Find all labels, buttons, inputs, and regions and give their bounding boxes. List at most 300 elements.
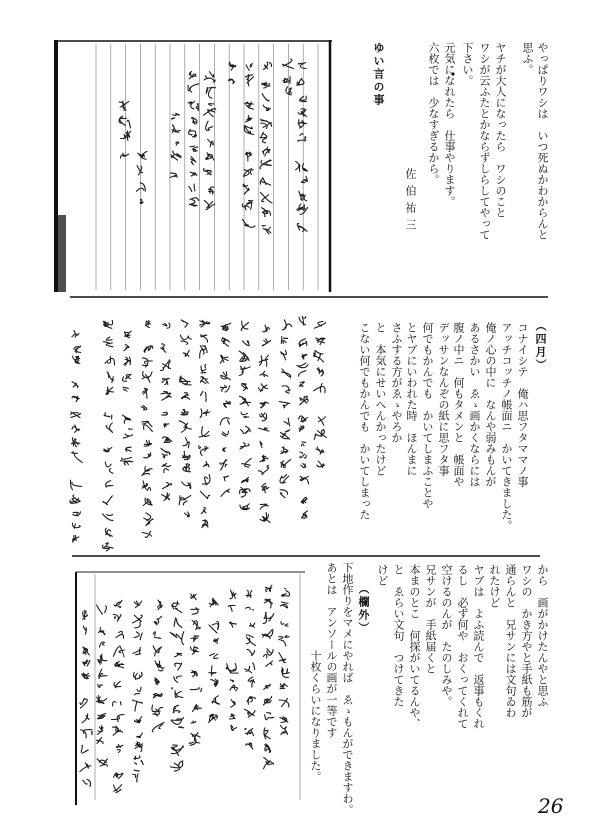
handwriting-stroke — [133, 770, 140, 782]
handwriting-stroke — [258, 465, 268, 474]
handwriting-stroke — [190, 688, 202, 692]
handwriting-stroke — [144, 346, 153, 352]
handwriting-stroke — [137, 183, 146, 191]
handwriting-stroke — [200, 491, 210, 498]
handwriting-stroke — [191, 646, 199, 654]
handwriting-stroke — [176, 142, 179, 145]
note-ruled-lines — [95, 574, 300, 800]
handwriting-stroke — [134, 632, 142, 640]
handwriting-stroke — [264, 62, 272, 69]
handwriting-stroke — [240, 396, 251, 406]
will-line: 六枚では 少なすぎるから。 — [427, 42, 440, 185]
handwriting-stroke — [264, 599, 272, 608]
letter-line: るし 必ず何や おくってくれて — [456, 564, 469, 729]
handwriting-stroke — [200, 377, 208, 384]
handwriting-stroke — [281, 447, 288, 454]
handwriting-stroke — [99, 628, 106, 635]
handwriting-stroke — [171, 761, 183, 771]
handwriting-stroke — [314, 322, 325, 329]
handwriting-stroke — [188, 101, 198, 111]
letter-line: から 画がかけたんやと思ふ — [536, 564, 549, 707]
handwriting-stroke — [73, 512, 81, 516]
handwriting-stroke — [282, 369, 291, 378]
handwriting-stroke — [119, 116, 130, 128]
handwriting-stroke — [116, 745, 123, 753]
handwriting-stroke — [183, 438, 189, 448]
will-line: やっぱりワシは いつ死ぬかわからんと — [536, 42, 549, 240]
handwriting-stroke — [153, 632, 160, 639]
handwriting-stroke — [114, 600, 122, 607]
handwriting-stroke — [144, 453, 151, 458]
handwriting-stroke — [162, 482, 171, 488]
handwriting-stroke — [242, 477, 249, 483]
handwriting-stroke — [185, 512, 190, 517]
handwriting-stroke — [298, 63, 305, 69]
handwriting-stroke — [230, 622, 237, 627]
handwriting-stroke — [116, 631, 124, 638]
handwriting-stroke — [283, 77, 290, 84]
handwriting-stroke — [97, 759, 107, 767]
handwriting-stroke — [281, 622, 288, 626]
handwriting-stroke — [203, 461, 209, 467]
handwriting-stroke — [164, 424, 169, 428]
handwriting-stroke — [158, 600, 163, 610]
handwriting-stroke — [262, 94, 269, 101]
handwriting-stroke — [281, 460, 291, 468]
handwriting-stroke — [192, 621, 200, 630]
handwriting-stroke — [120, 153, 128, 158]
handwriting-stroke — [250, 623, 255, 627]
handwriting-stroke — [202, 520, 208, 528]
handwriting-stroke — [263, 649, 273, 658]
handwriting-stroke — [100, 642, 105, 647]
handwriting-stroke — [260, 132, 267, 143]
handwriting-stroke — [231, 700, 235, 708]
handwriting-stroke — [296, 162, 308, 172]
handwriting-stroke — [201, 508, 206, 514]
handwriting-stroke — [82, 673, 90, 679]
handwriting-stroke — [190, 146, 198, 152]
handwriting-stroke — [220, 418, 229, 425]
handwriting-stroke — [204, 72, 215, 83]
handwriting-stroke — [114, 646, 125, 657]
handwriting-stroke — [264, 684, 271, 689]
handwriting-stroke — [240, 443, 249, 450]
handwriting-stroke — [301, 464, 306, 468]
handwriting-stroke — [259, 355, 268, 366]
letter-line: と ゑらい文句 つけてきた — [392, 564, 405, 707]
handwriting-stroke — [281, 588, 289, 596]
handwriting-stroke — [154, 616, 162, 625]
handwriting-stroke — [263, 612, 274, 623]
handwriting-stroke — [161, 449, 170, 459]
handwriting-stroke — [279, 402, 289, 408]
handwriting-stroke — [260, 504, 268, 509]
handwriting-stroke — [248, 677, 254, 687]
handwriting-stroke — [105, 528, 112, 536]
handwriting-stroke — [162, 412, 168, 415]
handwriting-stroke — [199, 446, 208, 456]
handwriting-stroke — [301, 497, 307, 503]
margin-note-line: 十枚くらいになりました。 — [309, 650, 322, 782]
margin-note-line: あとは アンソールの画が一等です — [325, 562, 338, 738]
handwriting-stroke — [170, 173, 177, 177]
handwriting-stroke — [280, 602, 288, 608]
handwriting-stroke — [262, 339, 270, 346]
will-heading: ゆい言の事 — [372, 42, 385, 107]
letter-line: けど — [376, 564, 389, 586]
handwriting-stroke — [299, 339, 307, 347]
handwriting-stroke — [280, 490, 287, 498]
handwriting-stroke — [260, 413, 267, 421]
handwriting-stroke — [263, 325, 270, 332]
handwriting-stroke — [230, 590, 236, 599]
margin-note-label: （欄外） — [357, 583, 370, 635]
handwriting-stroke — [239, 351, 249, 361]
handwriting-stroke — [103, 543, 114, 551]
letter-line: 兄サンが 手紙届くと — [424, 564, 437, 674]
handwriting-stroke — [281, 430, 290, 440]
handwriting-stroke — [171, 717, 184, 727]
will-line: 元気になれたら 仕事やります。 — [443, 42, 456, 207]
handwriting-stroke — [204, 201, 215, 210]
handwriting-stroke — [246, 607, 254, 610]
april-line: デッサンなんぞの紙に思フタ事 — [437, 322, 450, 476]
handwriting-stroke — [81, 730, 93, 738]
handwriting-stroke — [183, 350, 189, 356]
handwriting-stroke — [152, 722, 164, 731]
handwriting-stroke — [72, 382, 78, 388]
handwriting-stroke — [175, 663, 182, 670]
handwriting-stroke — [209, 598, 218, 607]
handwriting-stroke — [105, 356, 115, 365]
handwriting-stroke — [106, 387, 114, 395]
handwriting-stroke — [112, 715, 125, 722]
handwriting-stroke — [142, 531, 151, 537]
april-line: こない何でもかんでも かいてしまった — [358, 322, 371, 520]
handwriting-stroke — [106, 423, 113, 433]
handwriting-stroke — [202, 475, 210, 486]
handwriting-stroke — [200, 346, 207, 359]
handwriting-stroke — [246, 152, 252, 161]
handwriting-stroke — [143, 388, 148, 398]
handwriting-stroke — [172, 125, 180, 132]
handwriting-stroke — [180, 376, 191, 385]
handwriting-stroke — [260, 455, 268, 462]
handwriting-stroke — [261, 208, 270, 217]
handwriting-stroke — [317, 461, 324, 468]
handwriting-stroke — [142, 358, 152, 367]
handwriting-stroke — [171, 151, 181, 160]
handwriting-stroke — [280, 684, 287, 689]
april-line: 何でもかんでも かいてしまふことや — [421, 322, 434, 509]
handwriting-stroke — [245, 709, 255, 717]
handwriting-stroke — [104, 413, 112, 419]
handwriting-stroke — [74, 346, 81, 353]
handwriting-stroke — [160, 360, 170, 371]
handwriting-stroke — [229, 62, 236, 70]
handwriting-stroke — [201, 335, 208, 342]
handwriting-stroke — [123, 387, 128, 391]
handwriting-stroke — [224, 476, 229, 481]
handwriting-stroke — [103, 496, 112, 505]
letter-line: れたけど — [488, 564, 501, 608]
handwriting-stroke — [181, 320, 188, 327]
handwriting-stroke — [244, 126, 253, 135]
handwriting-stroke — [212, 696, 220, 704]
handwriting-stroke — [98, 685, 103, 688]
handwriting-stroke — [155, 661, 164, 671]
handwriting-stroke — [72, 330, 79, 337]
handwriting-stroke — [300, 452, 306, 458]
handwriting-stroke — [206, 121, 213, 130]
handwriting-stroke — [103, 321, 112, 329]
april-line: 腹ノ中ニ 何もタメンと 帳面や — [452, 322, 465, 487]
handwriting-stroke — [214, 639, 219, 644]
handwriting-stroke — [134, 601, 142, 608]
handwriting-stroke — [97, 726, 103, 735]
april-line: とヤブにいわれた時 ほんまに — [405, 322, 418, 476]
will-line: ヤチが大人になったら ワシのこと — [494, 42, 507, 218]
handwriting-stroke — [299, 191, 307, 201]
handwriting-stroke — [70, 480, 81, 490]
handwriting-stroke — [137, 166, 142, 175]
handwriting-stroke — [113, 614, 121, 621]
handwriting-stroke — [142, 372, 152, 383]
handwriting-stroke — [120, 457, 133, 465]
handwriting-stroke — [260, 441, 262, 447]
handwriting-stroke — [221, 489, 230, 496]
handwriting-stroke — [314, 384, 325, 393]
handwriting-stroke — [260, 402, 268, 408]
handwriting-stroke — [210, 653, 218, 658]
handwriting-stroke — [299, 382, 304, 387]
handwriting-stroke — [193, 705, 202, 712]
april-line: さふする方がゑゝやろか — [390, 322, 403, 443]
handwriting-stroke — [83, 660, 90, 666]
handwriting-stroke — [105, 462, 113, 473]
letter-line: 空けるのんが たのしみや。 — [440, 564, 453, 707]
handwriting-stroke — [224, 401, 231, 408]
handwriting-stroke — [97, 713, 106, 718]
handwriting-stroke — [246, 743, 253, 749]
handwriting-stroke — [247, 697, 256, 705]
handwriting-stroke — [209, 666, 216, 676]
handwriting-stroke — [97, 696, 107, 704]
handwriting-stroke — [228, 605, 235, 611]
will-line: 下さい。 — [461, 42, 474, 86]
handwriting-stroke — [191, 670, 197, 676]
handwriting-stroke — [142, 481, 151, 491]
handwriting-stroke — [115, 662, 124, 668]
handwriting-stroke — [266, 661, 273, 666]
handwriting-stroke — [265, 585, 272, 592]
handwriting-stroke — [161, 392, 171, 401]
handwriting-stroke — [200, 391, 206, 401]
handwriting-stroke — [137, 733, 143, 738]
handwriting-stroke — [134, 756, 143, 765]
letter-line: 通らんと 兄サンには文句ゐわ — [504, 564, 517, 718]
handwriting-stroke — [191, 117, 197, 124]
handwriting-stroke — [97, 605, 107, 614]
handwriting-stroke — [246, 63, 252, 70]
handwriting-stroke — [241, 412, 249, 418]
handwriting-stroke — [146, 321, 151, 328]
handwriting-stroke — [220, 386, 230, 393]
handwriting-stroke — [262, 629, 273, 638]
handwriting-stroke — [189, 733, 200, 746]
handwriting-stroke — [144, 513, 153, 526]
handwriting-stroke — [279, 698, 289, 707]
handwriting-stroke — [125, 331, 132, 338]
handwriting-stroke — [200, 320, 210, 327]
april-line: あるさかい ゑゝ画かくならには — [468, 322, 481, 487]
handwriting-stroke — [208, 714, 217, 722]
handwriting-stroke — [282, 386, 290, 393]
handwriting-stroke — [259, 428, 269, 431]
handwriting-stroke — [174, 676, 182, 683]
handwriting-stroke — [179, 421, 191, 433]
handwriting-stroke — [220, 460, 227, 470]
handwriting-stroke — [297, 204, 308, 215]
handwriting-stroke — [240, 487, 250, 497]
handwriting-stroke — [72, 396, 79, 401]
handwriting-stroke — [132, 700, 142, 711]
handwriting-stroke — [231, 725, 237, 730]
handwriting-stroke — [191, 157, 196, 165]
handwriting-stroke — [230, 680, 238, 691]
handwriting-stroke — [182, 451, 190, 460]
handwriting-stroke — [104, 447, 112, 451]
handwriting-stroke — [204, 168, 212, 174]
handwriting-stroke — [123, 429, 132, 438]
handwriting-stroke — [191, 721, 196, 723]
handwriting-stroke — [162, 464, 170, 473]
handwriting-stroke — [133, 672, 142, 679]
handwriting-stroke — [162, 493, 170, 501]
handwriting-stroke — [112, 726, 122, 735]
april-line: コナイシテ 俺ハ思フタママノ事 — [516, 322, 529, 487]
handwriting-stroke — [171, 745, 183, 756]
handwriting-stroke — [282, 668, 290, 678]
handwriting-stroke — [280, 475, 289, 484]
handwriting-stroke — [222, 431, 229, 436]
handwriting-stroke — [261, 192, 273, 203]
handwriting-stroke — [83, 779, 91, 786]
handwriting-stroke — [221, 323, 230, 330]
handwriting-stroke — [299, 416, 308, 422]
handwriting-stroke — [313, 351, 323, 362]
handwriting-stroke — [188, 84, 199, 92]
handwriting-stroke — [299, 316, 306, 325]
handwriting-stroke — [241, 426, 251, 433]
handwriting-stroke — [72, 356, 80, 363]
april-line: 俺ノ心の中に なんや弱みもんが — [484, 322, 497, 487]
handwriting-stroke — [183, 464, 191, 472]
april-heading: （四月） — [534, 320, 547, 372]
handwriting-stroke — [199, 427, 209, 437]
handwriting-stroke — [246, 75, 254, 86]
handwriting-stroke — [316, 447, 324, 454]
handwriting-stroke — [245, 663, 255, 673]
handwriting-stroke — [245, 102, 254, 109]
handwriting-stroke — [223, 448, 226, 452]
handwriting-stroke — [302, 442, 306, 446]
handwriting-stroke — [242, 458, 252, 467]
will-line: ワシが云ふたとかならずしらしてやって — [478, 42, 491, 240]
handwriting-stroke — [209, 187, 214, 194]
handwriting-stroke — [135, 742, 143, 752]
handwriting-stroke — [279, 653, 286, 663]
handwriting-stroke — [123, 415, 131, 423]
handwriting-stroke — [221, 372, 230, 380]
handwriting-stroke — [82, 714, 89, 723]
handwriting-stroke — [189, 72, 196, 79]
handwriting-stroke — [302, 511, 308, 519]
letter-line: ワシの かき方やと手紙も筋が — [520, 564, 533, 718]
handwriting-stroke — [133, 615, 143, 628]
handwriting-stroke — [106, 481, 113, 488]
handwriting-stroke — [73, 535, 79, 542]
handwriting-stroke — [103, 514, 114, 520]
handwriting-stroke — [113, 701, 121, 706]
handwriting-stroke — [297, 224, 307, 232]
handwriting-stroke — [281, 337, 287, 344]
handwriting-stroke — [72, 425, 80, 432]
handwriting-stroke — [172, 113, 180, 119]
handwriting-stroke — [175, 653, 182, 656]
handwriting-stroke — [242, 384, 248, 391]
handwriting-stroke — [135, 687, 141, 695]
handwriting-stroke — [189, 129, 197, 137]
handwriting-stroke — [300, 396, 308, 405]
handwriting-stroke — [126, 447, 131, 451]
handwriting-stroke — [174, 618, 182, 627]
handwriting-stroke — [230, 714, 236, 719]
handwriting-stroke — [317, 368, 323, 376]
handwriting-stroke — [243, 219, 255, 227]
handwriting-stroke — [191, 608, 199, 615]
handwriting-stroke — [97, 738, 104, 744]
handwriting-stroke — [300, 476, 308, 484]
handwriting-stroke — [260, 178, 271, 186]
handwriting-stroke — [153, 646, 162, 656]
handwriting-stroke — [138, 152, 147, 160]
handwriting-stroke — [211, 679, 218, 686]
handwriting-stroke — [246, 590, 252, 597]
handwriting-stroke — [279, 636, 289, 647]
handwriting-stroke — [245, 728, 254, 735]
handwriting-stroke — [260, 512, 270, 522]
handwriting-stroke — [241, 321, 248, 330]
handwriting-stroke — [162, 379, 169, 385]
handwriting-stroke — [280, 717, 288, 723]
handwriting-stroke — [243, 169, 253, 177]
handwriting-stroke — [133, 647, 141, 654]
handwriting-stroke — [98, 654, 107, 664]
handwriting-stroke — [260, 371, 268, 376]
handwriting-stroke — [124, 357, 131, 366]
handwriting-stroke — [208, 139, 214, 147]
handwriting-stroke — [81, 745, 88, 753]
handwriting-stroke — [246, 116, 253, 122]
signature-name: 佐伯祐三 — [404, 168, 417, 236]
handwriting-stroke — [170, 632, 184, 645]
handwriting-stroke — [297, 363, 308, 376]
handwriting-stroke — [142, 421, 153, 431]
handwriting-stroke — [264, 758, 274, 769]
april-line: と 本気にせいへんかったけど — [374, 322, 387, 476]
